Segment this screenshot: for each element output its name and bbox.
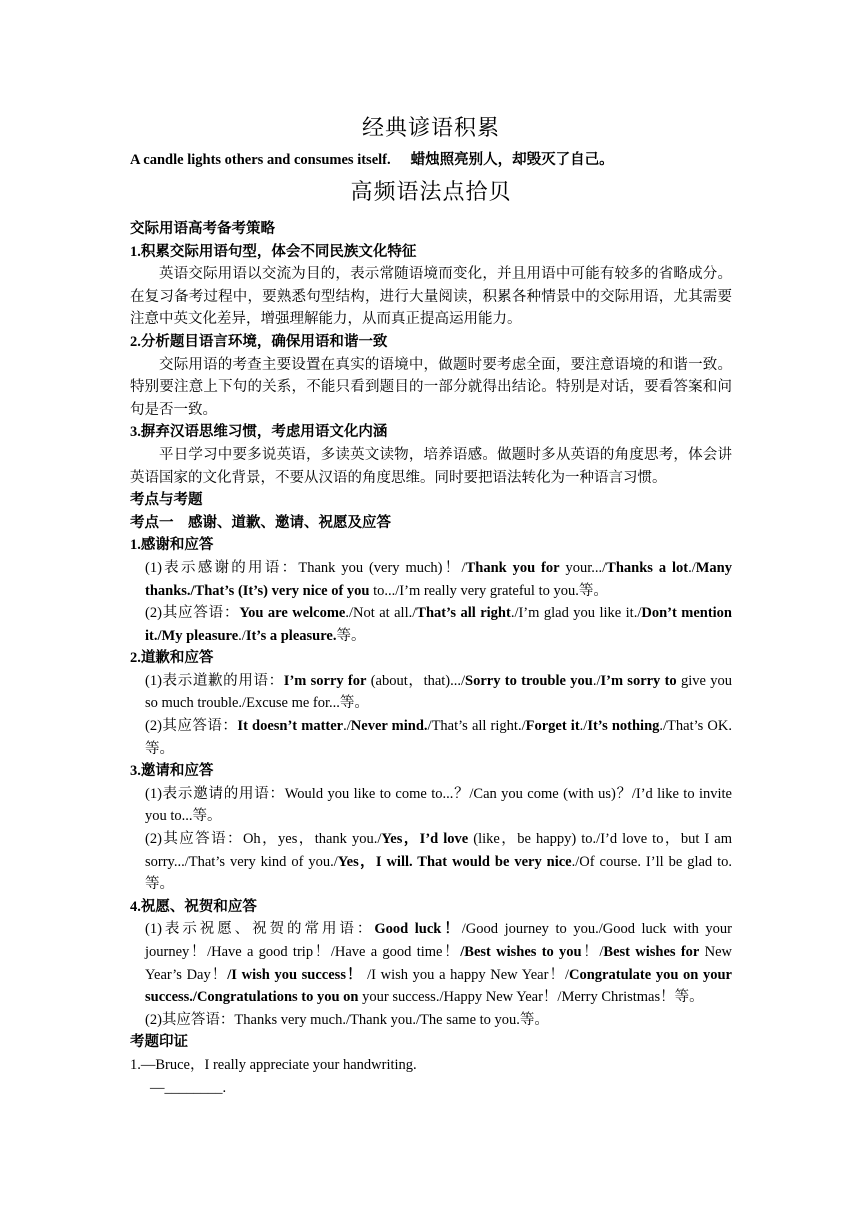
proverb-english: A candle lights others and consumes itself. (130, 152, 391, 168)
strategy-paragraph-3: 平日学习中要多说英语，多读英文读物，培养语感。做题时多从英语的角度思考，体会讲英语国家的文化背景，不要从汉语的角度思维。同时要把语法转化为一种语言习惯。 (130, 446, 732, 486)
proverb (130, 148, 732, 172)
apology-expressions: (1)表示道歉的用语：I’m sorry for (about，that).../Sorry to trouble you./I’m sorry to give you so much trouble./Excuse me for...等。 (145, 672, 732, 712)
point-one-heading: 考点一 感谢、道歉、邀请、祝愿及应答 (130, 514, 391, 531)
strategy-paragraph-1: 英语交际用语以交流为目的，表示常随语境而变化，并且用语中可能有较多的省略成分。在复习备考过程中，要熟悉句型结构，进行大量阅读，积累各种情景中的交际用语，尤其需要注意中英文化差异，增强理解能力，从而真正提高运用能力。 (130, 266, 732, 328)
points-heading: 考点与考题 (130, 492, 203, 509)
wishes-expressions: (1)表示祝愿、祝贺的常用语：Good luck！/Good journey to you./Good luck with your journey！/Have a good trip！/Have a good time！/Best wishes to you！/Best wishes for New Year’s Day！/I wish you success！ /I wish you a happy New Year！/Congratulate you on your success./Congratulations to you on your success./Happy New Year！/Merry Christmas！等。 (145, 921, 733, 1006)
exercise-question-1: 1.—Bruce，I really appreciate your handwriting. (130, 1056, 417, 1073)
proverb-chinese: 蜡烛照亮别人，却毁灭了自己。 (410, 152, 614, 168)
strategy-heading-1: 1.积累交际用语句型，体会不同民族文化特征 (130, 243, 417, 260)
page-title: 经典谚语积累 (361, 115, 500, 140)
thanks-responses: (2)其应答语：You are welcome./Not at all./That’s all right./I’m glad you like it./Don’t mention it./My pleasure./It’s a pleasure.等。 (145, 605, 732, 644)
strategy-heading-2: 2.分析题目语言环境，确保用语和谐一致 (130, 333, 388, 350)
exercise-heading: 考题印证 (130, 1034, 188, 1051)
document-page (130, 108, 732, 1099)
thanks-expressions: (1)表示感谢的用语：Thank you (very much)！/Thank you for your.../Thanks a lot./Many thanks./That’s (It’s) very nice of you to.../I’m really very grateful to you.等。 (145, 559, 732, 599)
invitation-expressions: (1)表示邀请的用语：Would you like to come to...？/Can you come (with us)？/I’d like to invite you to...等。 (145, 785, 732, 825)
strategy-heading: 交际用语高考备考策略 (130, 221, 275, 237)
exercise-answer-blank: —________. (150, 1079, 227, 1096)
invitation-heading: 3.邀请和应答 (130, 763, 214, 780)
strategy-paragraph-2: 交际用语的考查主要设置在真实的语境中，做题时要考虑全面，要注意语境的和谐一致。特别要注意上下句的关系，不能只看到题目的一部分就得出结论。特别是对话，要看答案和问句是否一致。 (130, 356, 732, 418)
apology-heading: 2.道歉和应答 (130, 650, 214, 667)
wishes-responses: (2)其应答语：Thanks very much./Thank you./The same to you.等。 (145, 1011, 549, 1028)
apology-responses: (2)其应答语：It doesn’t matter./Never mind./That’s all right./Forget it./It’s nothing./That’s OK.等。 (145, 718, 732, 757)
strategy-heading-3: 3.摒弃汉语思维习惯，考虑用语文化内涵 (130, 424, 388, 441)
wishes-heading: 4.祝愿、祝贺和应答 (130, 898, 257, 915)
thanks-heading: 1.感谢和应答 (130, 537, 214, 554)
invitation-responses: (2)其应答语：Oh，yes，thank you./Yes，I’d love (like，be happy) to./I’d love to，but I am sorry.../That’s very kind of you./Yes，I will. That would be very nice./Of course. I’ll be glad to.等。 (145, 831, 732, 893)
section-title: 高频语法点拾贝 (350, 179, 512, 204)
